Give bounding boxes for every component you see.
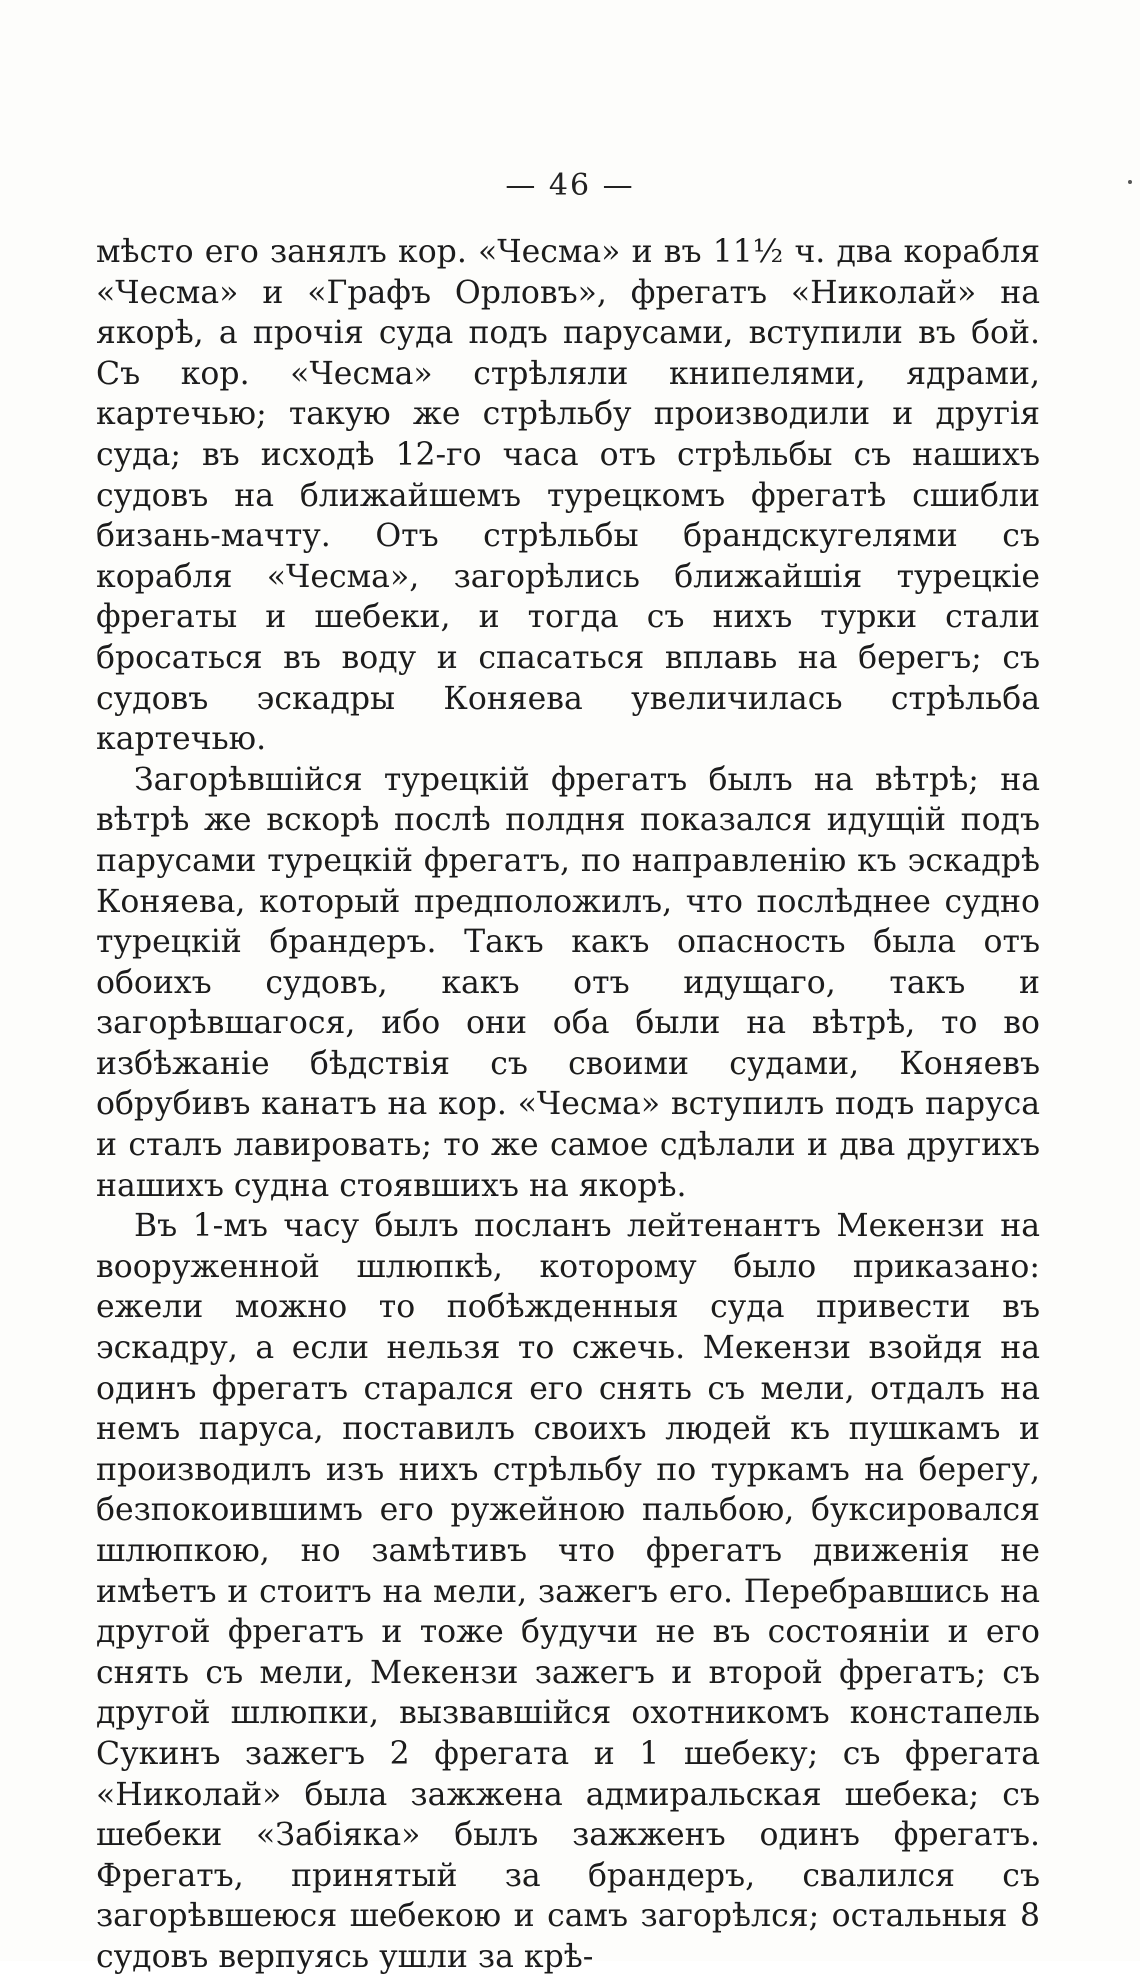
paragraph-2: Загорѣвшійся турецкій фрегатъ былъ на вѣтрѣ; на вѣтрѣ же вскорѣ послѣ полдня показался идущій подъ парусами турецкій фрегатъ, по направленію къ эскадрѣ Коняева, который предположилъ, что послѣднее судно турецкій брандеръ. Такъ какъ опасность была отъ обоихъ судовъ, какъ отъ идущаго, такъ и загорѣвшагося, ибо они оба были на вѣтрѣ, то во избѣжаніе бѣдствія съ своими судами, Коняевъ обрубивъ канатъ на кор. «Чесма» вступилъ подъ паруса и сталъ лавировать; то же самое сдѣлали и два другихъ нашихъ судна стоявшихъ на якорѣ. (96, 761, 1040, 1204)
page-number: — 46 — (505, 168, 635, 203)
print-speck (1128, 180, 1132, 184)
paragraph-1: мѣсто его занялъ кор. «Чесма» и въ 11½ ч. два корабля «Чесма» и «Графъ Орловъ», фрегатъ «Николай» на якорѣ, а прочія суда подъ парусами, вступили въ бой. Съ кор. «Чесма» стрѣляли книпелями, ядрами, картечью; такую же стрѣльбу производили и другія суда; въ исходѣ 12-го часа отъ стрѣльбы съ нашихъ судовъ на ближайшемъ турецкомъ фрегатѣ сшибли бизань-мачту. Отъ стрѣльбы брандскугелями съ корабля «Чесма», загорѣлись ближайшія турецкіе фрегаты и шебеки, и тогда съ нихъ турки стали бросаться въ воду и спасаться вплавь на берегъ; съ судовъ эскадры Коняева увеличилась стрѣльба картечью. (96, 234, 1040, 758)
body-text (96, 232, 1040, 1978)
paragraph-3: Въ 1-мъ часу былъ посланъ лейтенантъ Мекензи на вооруженной шлюпкѣ, которому было приказано: ежели можно то побѣжденныя суда привести въ эскадру, а если нельзя то сжечь. Мекензи взойдя на одинъ фрегатъ старался его снять съ мели, отдалъ на немъ паруса, поставилъ своихъ людей къ пушкамъ и производилъ изъ нихъ стрѣльбу по туркамъ на берегу, безпокоившимъ его ружейною пальбою, буксировался шлюпкою, но замѣтивъ что фрегатъ движенія не имѣетъ и стоитъ на мели, зажегъ его. Перебравшись на другой фрегатъ и тоже будучи не въ состояніи и его снять съ мели, Мекензи зажегъ и второй фрегатъ; съ другой шлюпки, вызвавшійся охотникомъ констапель Сукинъ зажегъ 2 фрегата и 1 шебеку; съ фрегата «Николай» была зажжена адмиральская шебека; съ шебеки «Забіяка» былъ зажженъ одинъ фрегатъ. Фрегатъ, принятый за брандеръ, свалился съ загорѣвшеюся шебекою и самъ загорѣлся; остальныя 8 судовъ верпуясь ушли за крѣ- (96, 1208, 1040, 1975)
